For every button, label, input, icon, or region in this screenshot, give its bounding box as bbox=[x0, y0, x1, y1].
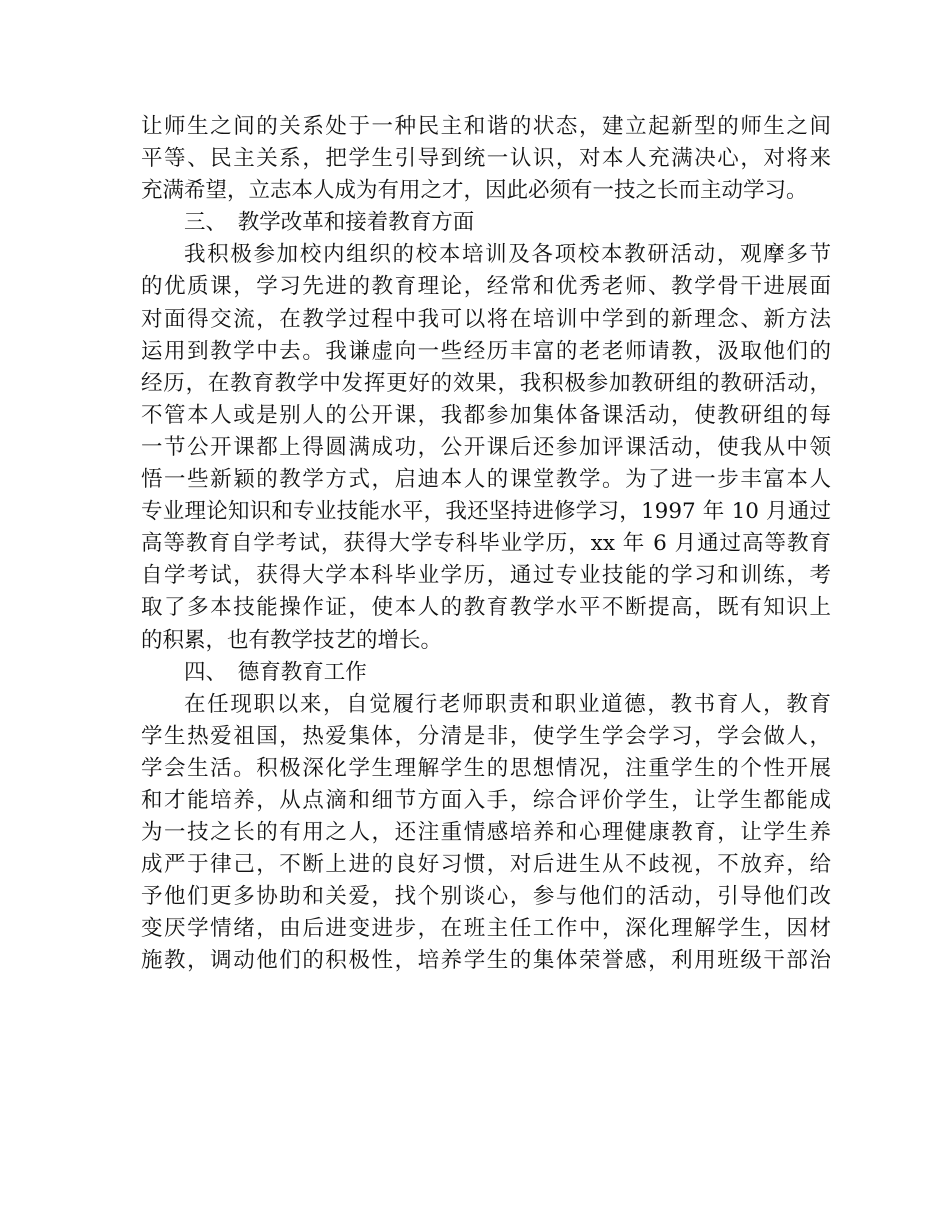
paragraph-line: 运用到教学中去。我谦虚向一些经历丰富的老老师请教，汲取他们的 bbox=[141, 338, 831, 364]
paragraph-line: 和才能培养，从点滴和细节方面入手，综合评价学生，让学生都能成 bbox=[141, 787, 831, 813]
paragraph-line: 变厌学情绪，由后进变进步，在班主任工作中，深化理解学生，因材 bbox=[141, 916, 831, 942]
paragraph-line: 在任现职以来，自觉履行老师职责和职业道德，教书育人，教育 bbox=[184, 691, 831, 717]
document-body bbox=[141, 111, 831, 978]
paragraph-line: 经历，在教育教学中发挥更好的效果，我积极参加教研组的教研活动， bbox=[141, 370, 831, 396]
section-heading-3: 三、 教学改革和接着教育方面 bbox=[184, 210, 475, 236]
paragraph-line: 充满希望，立志本人成为有用之才，因此必须有一技之长而主动学习。 bbox=[141, 178, 808, 204]
paragraph-line: 悟一些新颖的教学方式，启迪本人的课堂教学。为了进一步丰富本人 bbox=[141, 467, 831, 493]
paragraph-line: 为一技之长的有用之人，还注重情感培养和心理健康教育，让学生养 bbox=[141, 820, 831, 846]
paragraph-line: 平等、民主关系，把学生引导到统一认识，对本人充满决心，对将来 bbox=[141, 146, 831, 172]
paragraph-line: 让师生之间的关系处于一种民主和谐的状态，建立起新型的师生之间 bbox=[141, 114, 831, 139]
paragraph-line: 施教，调动他们的积极性，培养学生的集体荣誉感，利用班级干部治 bbox=[141, 948, 831, 974]
paragraph-line: 不管本人或是别人的公开课，我都参加集体备课活动，使教研组的每 bbox=[141, 402, 831, 428]
paragraph-line: 自学考试，获得大学本科毕业学历，通过专业技能的学习和训练，考 bbox=[141, 563, 831, 589]
paragraph-line: 对面得交流，在教学过程中我可以将在培训中学到的新理念、新方法 bbox=[141, 306, 831, 332]
paragraph-line: 一节公开课都上得圆满成功，公开课后还参加评课活动，使我从中领 bbox=[141, 434, 831, 460]
paragraph-line: 学会生活。积极深化学生理解学生的思想情况，注重学生的个性开展 bbox=[141, 755, 831, 781]
paragraph-line: 学生热爱祖国，热爱集体，分清是非，使学生学会学习，学会做人， bbox=[141, 723, 831, 749]
paragraph-line: 予他们更多协助和关爱，找个别谈心，参与他们的活动，引导他们改 bbox=[141, 884, 831, 910]
paragraph-line: 成严于律己，不断上进的良好习惯，对后进生从不歧视，不放弃，给 bbox=[141, 852, 831, 878]
paragraph-line: 我积极参加校内组织的校本培训及各项校本教研活动，观摩多节 bbox=[184, 242, 831, 268]
paragraph-line: 高等教育自学考试，获得大学专科毕业学历，xx 年 6 月通过高等教育 bbox=[141, 531, 831, 557]
paragraph-line: 取了多本技能操作证，使本人的教育教学水平不断提高，既有知识上 bbox=[141, 595, 831, 621]
section-heading-4: 四、 德育教育工作 bbox=[184, 659, 367, 685]
paragraph-line: 专业理论知识和专业技能水平，我还坚持进修学习，1997 年 10 月通过 bbox=[141, 499, 831, 525]
paragraph-line: 的优质课，学习先进的教育理论，经常和优秀老师、教学骨干进展面 bbox=[141, 274, 831, 300]
paragraph-line: 的积累，也有教学技艺的增长。 bbox=[141, 627, 443, 653]
